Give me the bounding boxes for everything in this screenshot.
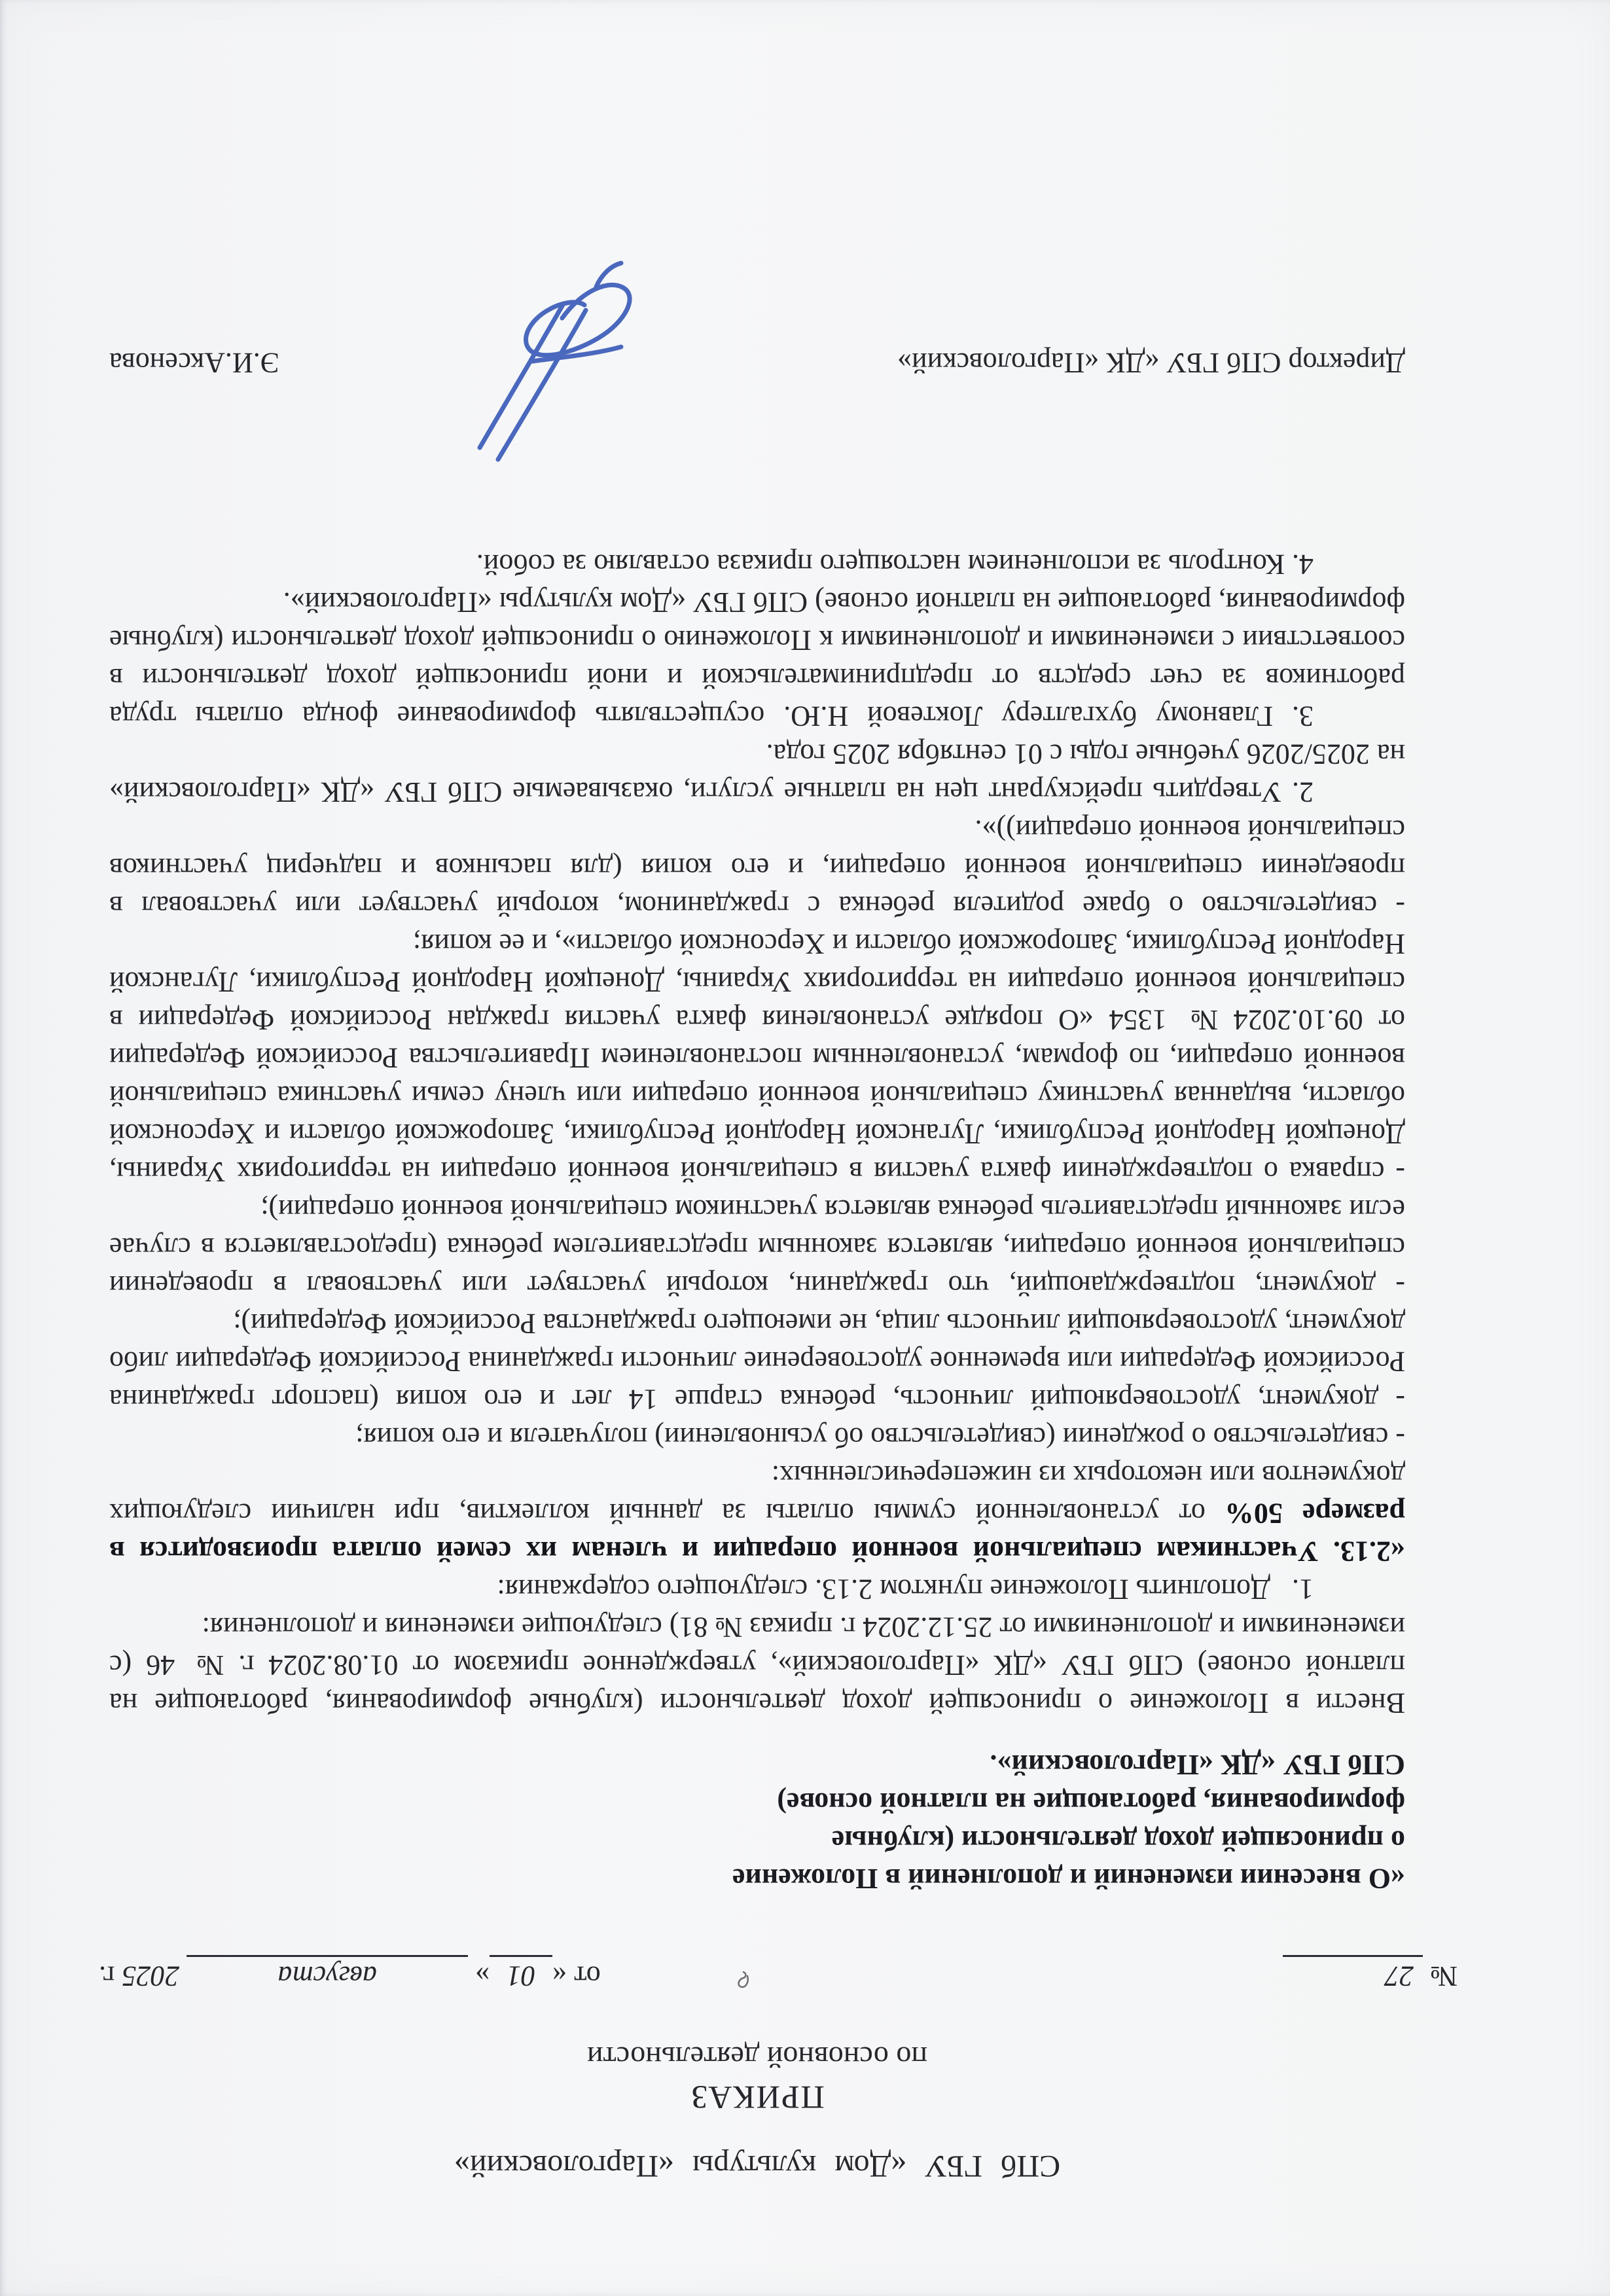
paragraph-text-bold: «2.13. Участникам специальной военной операции и членам их семей оплата производится в размере 50% bbox=[109, 1498, 1405, 1568]
paragraph bbox=[109, 1191, 1405, 1304]
document-content bbox=[0, 344, 1610, 2296]
date-suffix: г. bbox=[99, 1960, 115, 1992]
date-year: 2025 bbox=[122, 1960, 180, 1992]
order-title-line: о приносящей доход деятельности (клубные bbox=[831, 1825, 1405, 1857]
document-body bbox=[109, 545, 1405, 1722]
paragraph bbox=[109, 1608, 1405, 1722]
order-title-line: формирования, работающие на платной основе) bbox=[777, 1787, 1405, 1819]
paragraph bbox=[109, 1304, 1405, 1418]
number-and-date-row bbox=[99, 1955, 1458, 1995]
document-type-heading: ПРИКАЗ bbox=[690, 2079, 825, 2116]
order-title-line: «О внесении изменений и дополнений в Положение bbox=[732, 1863, 1405, 1895]
paragraph bbox=[109, 1456, 1405, 1570]
paragraph bbox=[109, 735, 1405, 811]
document-date bbox=[99, 1955, 601, 1995]
date-prefix: от « bbox=[552, 1960, 601, 1992]
order-title-line: СПб ГБУ «ДК «Парголовский». bbox=[990, 1749, 1405, 1781]
paragraph bbox=[109, 583, 1405, 735]
date-month: августа bbox=[187, 1955, 468, 1995]
paragraph-text: - свидетельство о браке родителя ребенка с гражданином, который участвует или участвовал в проведении специальной военной операции, и его копия (для пасынков и падчериц участников специальной военной операции))». bbox=[109, 814, 1405, 922]
document-number bbox=[1283, 1955, 1458, 1995]
signature-autograph-icon bbox=[443, 251, 659, 483]
paragraph-text: 1. Дополнить Положение пунктом 2.13. следующего содержания: bbox=[497, 1573, 1314, 1605]
paragraph-text: Внести в Положение о приносящей доход деятельности (клубные формирования, работающие на платной основе) СПб ГБУ «ДК «Парголовский», утвержденное приказом от 01.08.2024 г. № 46 (с изменениями и дополнениями от 25.12.2024 г. приказ № 81) следующие изменения и дополнения: bbox=[109, 1611, 1405, 1719]
signature-name: Э.И.Аксенова bbox=[109, 347, 279, 379]
paragraph bbox=[109, 1570, 1405, 1608]
signature-row bbox=[109, 344, 1405, 382]
paragraph bbox=[109, 1418, 1405, 1456]
paragraph-text: - документ, подтверждающий, что гражданин, который участвует или участвовал в проведении специальной военной операции, является законным представителем ребенка (предоставляется в случае если законный представитель ребенка является участником специальной военной операции); bbox=[109, 1194, 1405, 1302]
date-close-quote: » bbox=[475, 1960, 490, 1992]
paragraph-text: 3. Главному бухгалтеру Локтевой Н.Ю. осуществлять формирование фонда оплаты труда работников за счет средств от предпринимательской и иной приносящей доход деятельности в соответствии с изменениями и дополнениями к Положению о приносящей доход деятельности (клубные формирования, работающие на платной основе) СПб ГБУ «Дом культуры «Парголовский». bbox=[109, 586, 1405, 732]
organization-name: СПб ГБУ «Дом культуры «Парголовский» bbox=[454, 2149, 1061, 2183]
paragraph-text: - свидетельство о рождении (свидетельство об усыновлении) получателя и его копия; bbox=[355, 1422, 1405, 1454]
paragraph bbox=[109, 925, 1405, 1191]
signature-left-label: Директор СПб ГБУ «ДК «Парголовский» bbox=[897, 347, 1405, 379]
order-title bbox=[587, 1746, 1405, 1897]
paragraph-text: от установленной суммы оплаты за данный коллектив, при наличии следующих документов или некоторых из нижеперечисленных: bbox=[109, 1460, 1405, 1530]
paragraph-text: 4. Контроль за исполнением настоящего приказа оставляю за собой. bbox=[476, 548, 1314, 581]
paragraph bbox=[109, 545, 1405, 583]
paragraph-text: - справка о подтверждении факта участия в специальной военной операции на территориях Украины, Донецкой Народной Республики, Луганской Народной Республики, Запорожской области и Херсонской области, выданная участнику специальной военной операции или члену семьи участника специальной военной операции, по формам, установленным постановлением Правительства Российской Федерации от 09.10.2024 № 1354 «О порядке установления факта участия граждан Российской Федерации в специальной военной операции на территориях Украины, Донецкой Народной Республики, Луганской Народной Республики, Запорожской области и Херсонской области», и ее копия; bbox=[109, 928, 1405, 1188]
document-kind-subheading: по основной деятельности bbox=[586, 2041, 928, 2074]
number-value: 27 bbox=[1283, 1955, 1423, 1995]
paragraph-text: 2. Утвердить прейскурант цен на платные услуги, оказываемые СПб ГБУ «ДК «Парголовский» на 2025/2026 учебные годы с 01 сентября 2025 года. bbox=[109, 738, 1405, 808]
number-label: № bbox=[1430, 1960, 1458, 1992]
stray-pen-mark-icon bbox=[736, 1961, 751, 1999]
paragraph-text: - документ, удостоверяющий личность, ребенка старше 14 лет и его копия (паспорт гражданина Российской Федерации или временное удостоверение личности гражданина Российской Федерации либо документ, удостоверяющий личность лица, не имеющего гражданства Российской Федерации); bbox=[109, 1308, 1405, 1416]
date-day: 01 bbox=[490, 1955, 552, 1995]
paragraph bbox=[109, 811, 1405, 925]
